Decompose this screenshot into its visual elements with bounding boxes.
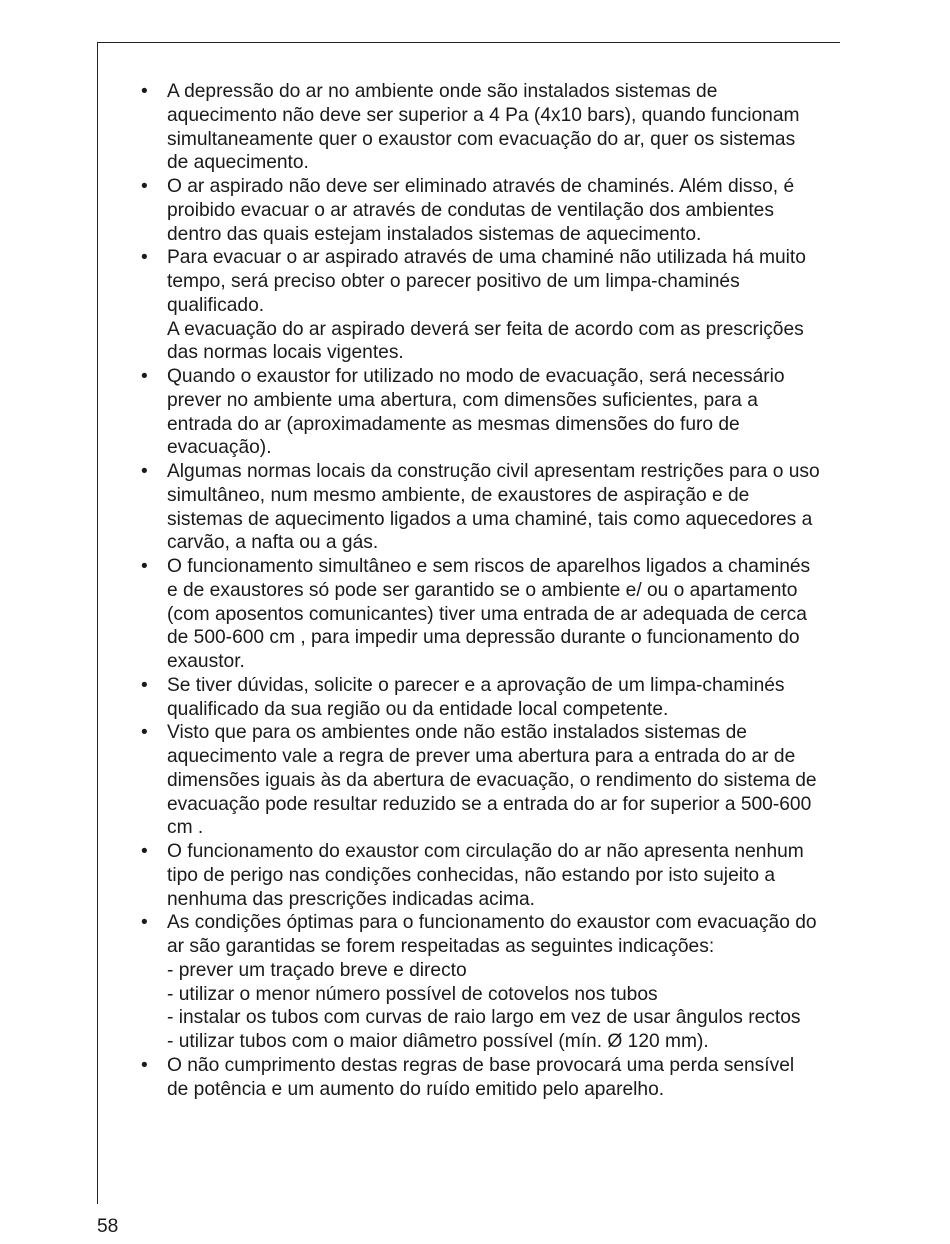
- bullet-paragraph: As condições óptimas para o funcionamento do exaustor com evacuação do ar são garantidas se forem respeitadas as seguintes indicações:: [167, 912, 817, 957]
- frame-top-rule: [97, 42, 840, 43]
- page-number: 58: [97, 1216, 119, 1237]
- bullet-paragraph: A evacuação do ar aspirado deverá ser feita de acordo com as prescrições das normas locais vigentes.: [167, 318, 804, 364]
- bullet-paragraph: A depressão do ar no ambiente onde são instalados sistemas de aquecimento não deve ser superior a 4 Pa (4x10 bars), quando funcionam simultaneamente quer o exaustor com evacuação do ar, quer os sistemas de aquecimento.: [167, 81, 800, 174]
- bullet-item: [140, 80, 820, 175]
- bullet-paragraph: Se tiver dúvidas, solicite o parecer e a aprovação de um limpa-chaminés qualificado da sua região ou da entidade local competente.: [167, 674, 785, 720]
- dash-list-item: - utilizar o menor número possível de cotovelos nos tubos: [167, 983, 658, 1005]
- bullet-item: [140, 721, 820, 840]
- instructions-body: [140, 80, 820, 1101]
- bullet-icon: •: [141, 81, 148, 102]
- bullet-list: [140, 80, 820, 1101]
- bullet-icon: •: [141, 556, 148, 577]
- bullet-paragraph: O funcionamento simultâneo e sem riscos de aparelhos ligados a chaminés e de exaustores só pode ser garantido se o ambiente e/ ou o apartamento (com aposentos comunicantes) tiver uma entrada de ar adequada de cerca de 500-600 cm , para impedir uma depressão durante o funcionamento do exaustor.: [167, 556, 811, 672]
- dash-list-item: - instalar os tubos com curvas de raio largo em vez de usar ângulos rectos: [167, 1007, 801, 1029]
- bullet-paragraph: Algumas normas locais da construção civil apresentam restrições para o uso simultâneo, num mesmo ambiente, de exaustores de aspiração e de sistemas de aquecimento ligados a uma chaminé, tais como aquecedores a carvão, a nafta ou a gás.: [167, 461, 820, 554]
- bullet-paragraph: Quando o exaustor for utilizado no modo de evacuação, será necessário prever no ambiente uma abertura, com dimensões suficientes, para a entrada do ar (aproximadamente as mesmas dimensões do furo de evacuação).: [167, 366, 785, 459]
- dash-list-item: - utilizar tubos com o maior diâmetro possível (mín. Ø 120 mm).: [167, 1031, 709, 1052]
- bullet-paragraph: Para evacuar o ar aspirado através de uma chaminé não utilizada há muito tempo, será preciso obter o parecer positivo de um limpa-chaminés qualificado.: [167, 247, 806, 316]
- bullet-icon: •: [141, 912, 148, 934]
- bullet-icon: •: [141, 366, 148, 387]
- bullet-paragraph: O funcionamento do exaustor com circulação do ar não apresenta nenhum tipo de perigo nas condições conhecidas, não estando por isto sujeito a nenhuma das prescrições indicadas acima.: [167, 841, 804, 910]
- bullet-item: [140, 460, 820, 555]
- bullet-icon: •: [141, 674, 148, 696]
- bullet-item: [140, 365, 820, 460]
- bullet-icon: •: [141, 247, 148, 269]
- bullet-icon: •: [141, 176, 148, 197]
- bullet-item: [140, 674, 820, 722]
- bullet-paragraph: O ar aspirado não deve ser eliminado através de chaminés. Além disso, é proibido evacuar o ar através de condutas de ventilação dos ambientes dentro das quais estejam instalados sistemas de aquecimento.: [167, 176, 795, 245]
- bullet-icon: •: [141, 722, 148, 744]
- bullet-paragraph: Visto que para os ambientes onde não estão instalados sistemas de aquecimento vale a regra de prever uma abertura para a entrada do ar de dimensões iguais às da abertura de evacuação, o rendimento do sistema de evacuação pode resultar reduzido se a entrada do ar for superior a 500-600 cm .: [167, 722, 817, 839]
- dash-list-item: - prever um traçado breve e directo: [167, 959, 467, 981]
- bullet-item: [140, 175, 820, 246]
- bullet-item: [140, 911, 820, 1054]
- bullet-item: [140, 1054, 820, 1102]
- bullet-item: [140, 555, 820, 674]
- bullet-paragraph: O não cumprimento destas regras de base provocará uma perda sensível de potência e um aumento do ruído emitido pelo aparelho.: [167, 1054, 795, 1100]
- bullet-icon: •: [141, 1054, 148, 1076]
- bullet-item: [140, 840, 820, 911]
- bullet-item: [140, 246, 820, 365]
- frame-left-rule: [97, 42, 98, 1204]
- bullet-icon: •: [141, 841, 148, 862]
- bullet-icon: •: [141, 461, 148, 482]
